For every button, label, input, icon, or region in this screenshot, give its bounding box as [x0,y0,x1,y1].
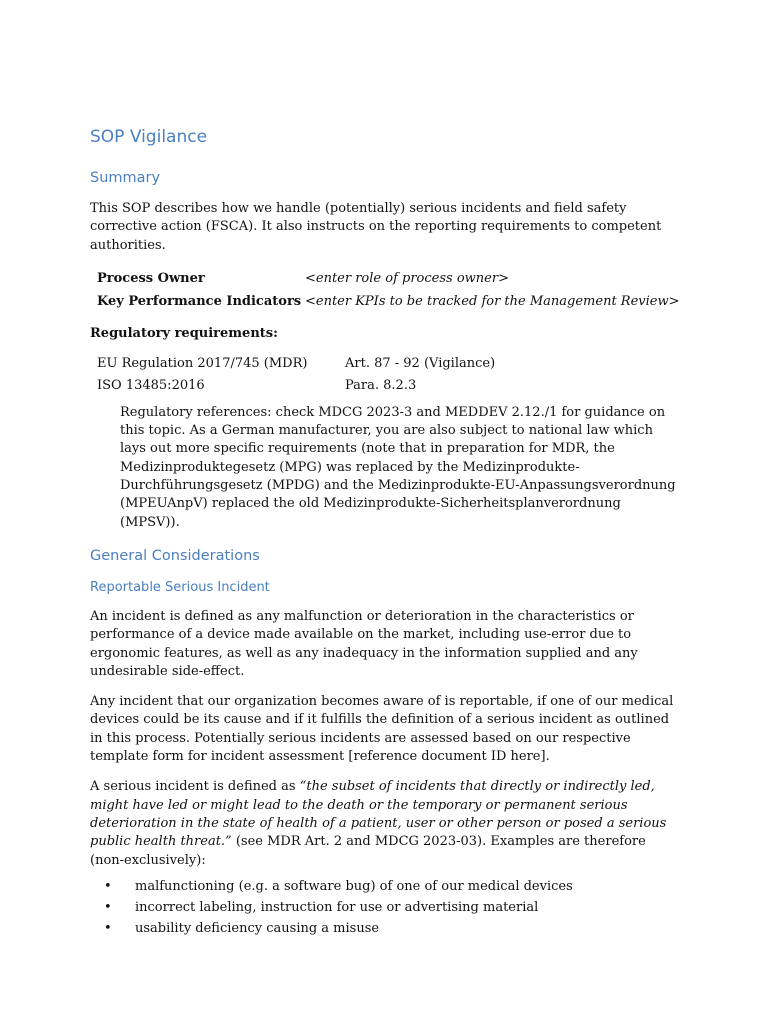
list-item-text: malfunctioning (e.g. a software bug) of one of our medical devices [135,878,573,894]
serious-incident-paragraph [90,778,680,869]
list-item-text: usability deficiency causing a misuse [135,920,380,936]
kpi-value: <enter KPIs to be tracked for the Management Review> [305,293,680,309]
list-item [90,897,680,918]
regulatory-heading: Regulatory requirements: [90,325,278,341]
list-item [90,876,680,897]
ownership-row [97,290,680,313]
regulatory-row [97,353,680,376]
ownership-row [97,267,680,290]
process-owner-value: <enter role of process owner> [305,270,509,286]
general-considerations-heading: General Considerations [90,547,260,564]
serious-incident-quote: “the subset of incidents that directly or indirectly led, might have led or might lead to the death or the temporary or permanent serious deterioration in the state of health of a patient, user or other person or posed a serious public health threat.” [90,779,667,850]
summary-heading: Summary [90,170,161,186]
regulatory-note: Regulatory references: check MDCG 2023-3 and MEDDEV 2.12./1 for guidance on this topic. As a German manufacturer, you are also subject to national law which lays out more specific requirements (note that in preparation for MDR, the Medizinproduktegesetz (MPG) was replaced by the Medizinprodukte-Durchführungsgesetz (MPDG) and the Medizinprodukte-EU-Anpassungsverordnung (MPEUAnpV) replaced the old Medizinprodukte-Sicherheitsplanverordnung (MPSV)). [120,404,676,530]
examples-list [90,876,680,939]
bullet-icon: • [104,878,112,894]
incident-definition-paragraph: An incident is defined as any malfunction or deterioration in the characteristics or performance of a device made available on the market, including use-error due to ergonomic features, as well as any inadequacy in the information supplied and any undesirable side-effect. [90,608,638,679]
regulatory-row [97,375,680,398]
summary-text: This SOP describes how we handle (potentially) serious incidents and field safety corrective action (FSCA). It also instructs on the reporting requirements to competent authorities. [90,201,662,253]
serious-incident-intro: A serious incident is defined as [90,779,300,795]
kpi-label: Key Performance Indicators [97,293,302,309]
document-title: SOP Vigilance [90,127,208,147]
serious-incident-reference: (see MDR Art. 2 and MDCG 2023-03). Examples are therefore (non-exclusively): [90,834,646,868]
regulation-article: Para. 8.2.3 [345,378,417,394]
bullet-icon: • [104,899,112,915]
regulation-standard: ISO 13485:2016 [97,378,205,394]
reportability-paragraph: Any incident that our organization becomes aware of is reportable, if one of our medical devices could be its cause and if it fulfills the definition of a serious incident as outlined in this process. Potentially serious incidents are assessed based on our respective template form for incident assessment [reference document ID here]. [90,694,674,765]
regulatory-table [97,353,680,398]
bullet-icon: • [104,920,112,936]
document-page [90,124,680,939]
list-item [90,918,680,939]
regulation-article: Art. 87 - 92 (Vigilance) [345,355,496,371]
process-owner-label: Process Owner [97,270,205,286]
regulation-standard: EU Regulation 2017/745 (MDR) [97,355,308,371]
list-item-text: incorrect labeling, instruction for use or advertising material [135,899,539,915]
ownership-table [97,267,680,313]
reportable-incident-subheading: Reportable Serious Incident [90,579,270,595]
